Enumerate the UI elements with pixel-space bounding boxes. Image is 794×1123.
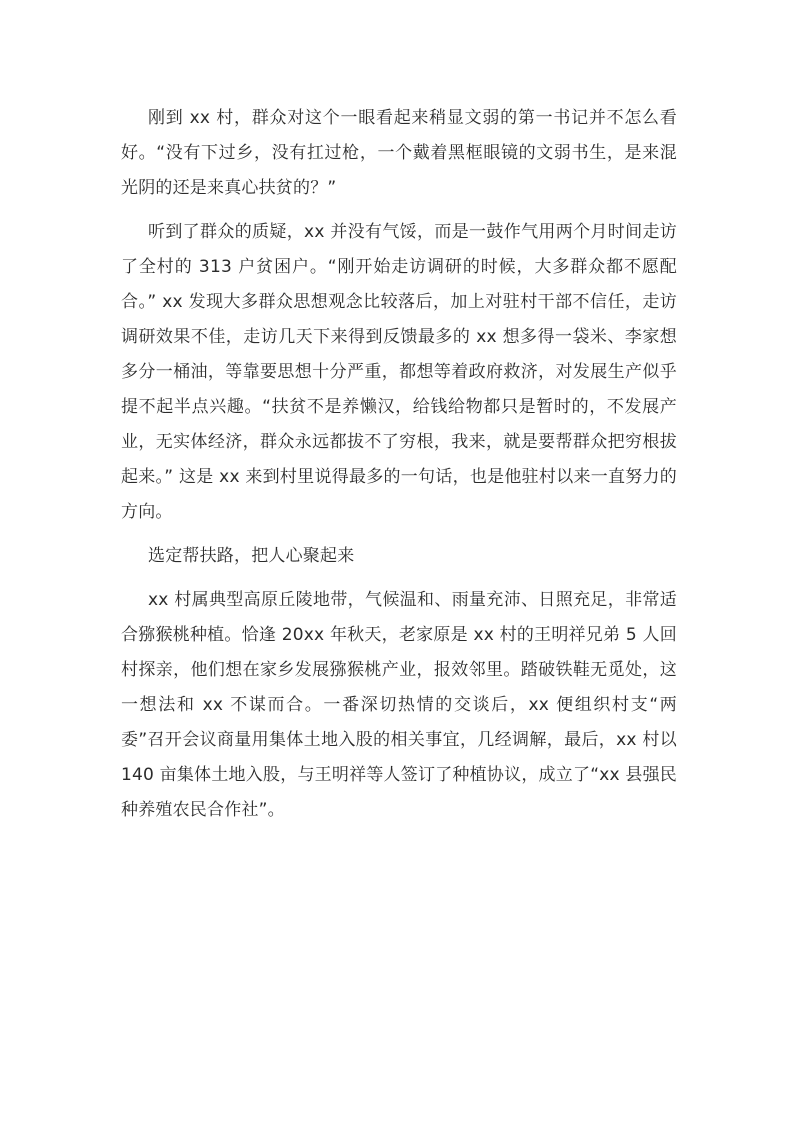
paragraph-3: xx 村属典型高原丘陵地带，气候温和、雨量充沛、日照充足，非常适合猕猴桃种植。恰逢 20xx 年秋天，老家原是 xx 村的王明祥兄弟 5 人回村探亲，他们想在家乡发展猕猴桃产业，报效邻里。踏破铁鞋无觅处，这一想法和 xx 不谋而合。一番深切热情的交谈后，xx 便组织村支“两委”召开会议商量用集体土地入股的相关事宜，几经调解，最后，xx 村以 140 亩集体土地入股，与王明祥等人签订了种植协议，成立了“xx 县强民种养殖农民合作社”。 [121,590,677,820]
paragraph-2: 听到了群众的质疑，xx 并没有气馁，而是一鼓作气用两个月时间走访了全村的 313 户贫困户。“刚开始走访调研的时候，大多群众都不愿配合。” xx 发现大多群众思想观念比较落后，加上对驻村干部不信任，走访调研效果不佳，走访几天下来得到反馈最多的 xx 想多得一袋米、李家想多分一桶油，等靠要思想十分严重，都想等着政府救济，对发展生产似乎提不起半点兴趣。“扶贫不是养懒汉，给钱给物都只是暂时的，不发展产业，无实体经济，群众永远都拔不了穷根，我来，就是要帮群众把穷根拔起来。” 这是 xx 来到村里说得最多的一句话，也是他驻村以来一直努力的方向。 [121,222,677,522]
document-body [121,101,677,837]
section-heading: 选定帮扶路，把人心聚起来 [148,546,355,566]
paragraph-1: 刚到 xx 村，群众对这个一眼看起来稍显文弱的第一书记并不怎么看好。“没有下过乡，没有扛过枪，一个戴着黑框眼镜的文弱书生，是来混光阴的还是来真心扶贫的？” [121,108,677,198]
